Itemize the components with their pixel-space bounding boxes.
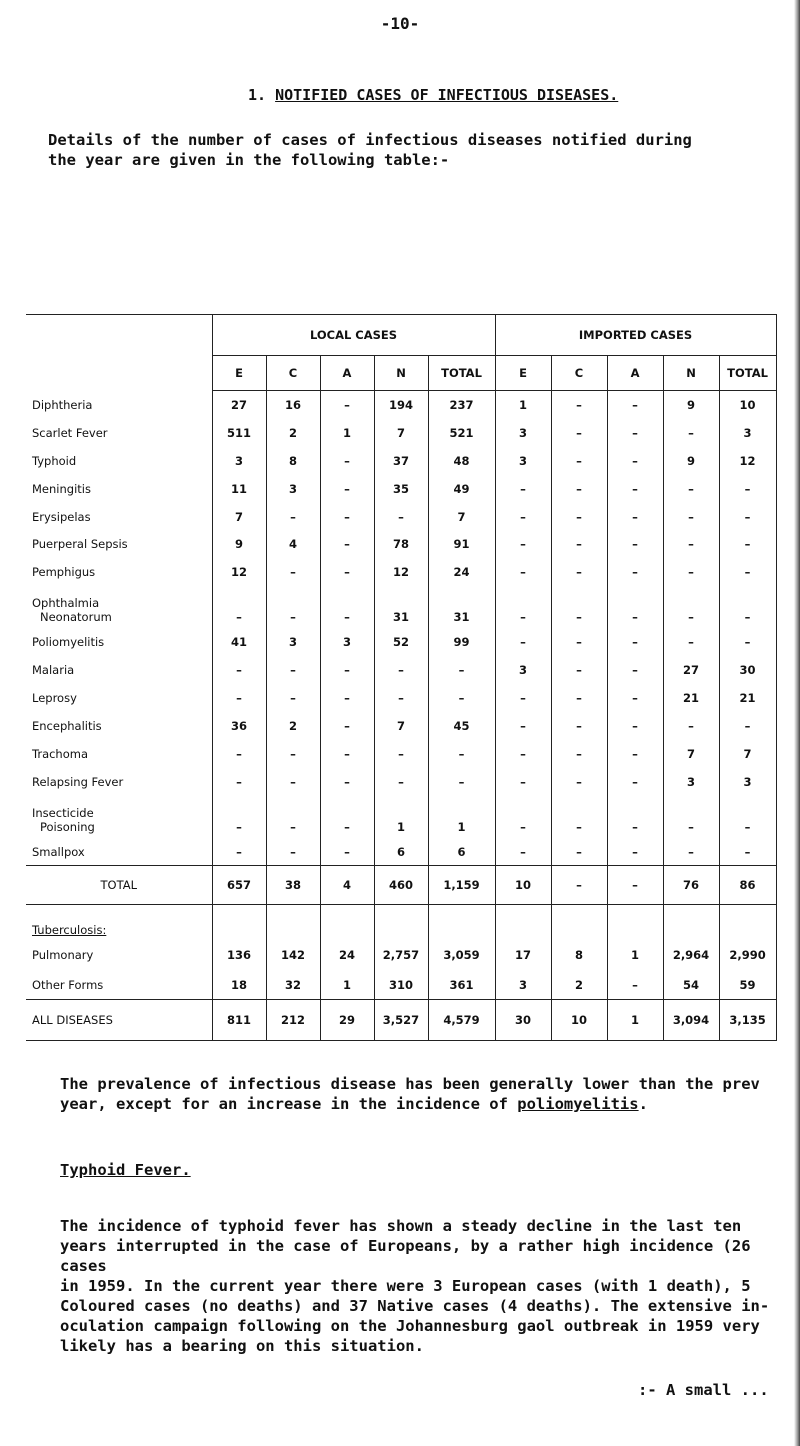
cell: – <box>320 684 374 712</box>
cell: 10 <box>495 866 551 905</box>
cell: – <box>495 768 551 796</box>
section-heading <box>248 86 618 104</box>
cell: 3 <box>495 419 551 447</box>
cell: – <box>551 558 607 586</box>
disease-row <box>26 628 776 656</box>
cell: 9 <box>212 530 266 558</box>
cell: – <box>495 628 551 656</box>
disease-rows <box>26 391 776 866</box>
cell: 1 <box>320 419 374 447</box>
row-label <box>26 796 212 838</box>
cell: 91 <box>428 530 495 558</box>
cell: 1 <box>607 1000 663 1041</box>
cell: – <box>607 656 663 684</box>
cell: 4 <box>320 866 374 905</box>
cell: 54 <box>663 971 719 1000</box>
cell: – <box>551 656 607 684</box>
row-label: Pulmonary <box>26 939 212 971</box>
row-label: TOTAL <box>26 866 212 905</box>
disease-row <box>26 419 776 447</box>
cell: – <box>663 712 719 740</box>
cell: – <box>320 530 374 558</box>
row-label <box>26 586 212 628</box>
cell: 1 <box>320 971 374 1000</box>
cell: – <box>320 447 374 475</box>
col-header: A <box>320 356 374 391</box>
cell: 7 <box>374 419 428 447</box>
row-label: Leprosy <box>26 684 212 712</box>
disease-row <box>26 586 776 628</box>
cell: – <box>495 796 551 838</box>
cell: – <box>551 475 607 503</box>
cell: – <box>551 447 607 475</box>
cell: 3,059 <box>428 939 495 971</box>
cell: – <box>495 684 551 712</box>
cell: 7 <box>212 503 266 531</box>
cell: 194 <box>374 391 428 419</box>
cell: – <box>495 740 551 768</box>
row-label: ALL DISEASES <box>26 1000 212 1041</box>
cell: – <box>719 796 776 838</box>
cell: – <box>266 838 320 866</box>
disease-row <box>26 740 776 768</box>
cell: – <box>607 684 663 712</box>
col-header: E <box>212 356 266 391</box>
cell: – <box>551 768 607 796</box>
disease-row <box>26 712 776 740</box>
cell: 361 <box>428 971 495 1000</box>
cell: 12 <box>212 558 266 586</box>
cell: 460 <box>374 866 428 905</box>
cell: – <box>320 740 374 768</box>
row-label: Erysipelas <box>26 503 212 531</box>
cell: 4,579 <box>428 1000 495 1041</box>
cell: 86 <box>719 866 776 905</box>
cell: – <box>266 503 320 531</box>
cell: – <box>551 391 607 419</box>
cell: 17 <box>495 939 551 971</box>
cell: 21 <box>719 684 776 712</box>
all-diseases-row <box>26 1000 776 1041</box>
cell: – <box>551 530 607 558</box>
col-header: C <box>266 356 320 391</box>
row-label: Meningitis <box>26 475 212 503</box>
cell: 27 <box>663 656 719 684</box>
cell: – <box>495 838 551 866</box>
cell: 49 <box>428 475 495 503</box>
cell: – <box>607 419 663 447</box>
cell: – <box>266 558 320 586</box>
cell: – <box>266 684 320 712</box>
cell: – <box>320 796 374 838</box>
cell: – <box>663 628 719 656</box>
cell: – <box>320 391 374 419</box>
imported-cases-header: IMPORTED CASES <box>495 315 776 356</box>
cell: 237 <box>428 391 495 419</box>
cell: – <box>320 838 374 866</box>
cell: – <box>266 656 320 684</box>
cell: – <box>607 391 663 419</box>
cell: – <box>663 503 719 531</box>
cell: – <box>663 838 719 866</box>
disease-row <box>26 558 776 586</box>
cell: 10 <box>551 1000 607 1041</box>
column-header-row <box>26 356 776 391</box>
cell: 78 <box>374 530 428 558</box>
cell: – <box>320 656 374 684</box>
cell: 16 <box>266 391 320 419</box>
cell: – <box>495 503 551 531</box>
cell: – <box>320 768 374 796</box>
cell: – <box>266 740 320 768</box>
cell: – <box>212 740 266 768</box>
para1-text-a: The prevalence of infectious disease has been generally lower than the prev year, except for an increase in the incidence of <box>60 1075 760 1113</box>
summary-rows <box>26 866 776 1041</box>
infectious-diseases-table <box>26 314 777 1041</box>
cell: 18 <box>212 971 266 1000</box>
cell: – <box>551 866 607 905</box>
cell: – <box>551 712 607 740</box>
cell: – <box>607 558 663 586</box>
row-label-line: Ophthalmia <box>32 596 100 611</box>
cell: – <box>719 503 776 531</box>
cell: – <box>428 740 495 768</box>
cell: 24 <box>428 558 495 586</box>
cell: – <box>607 447 663 475</box>
cell: – <box>266 586 320 628</box>
disease-row <box>26 503 776 531</box>
cell: 29 <box>320 1000 374 1041</box>
tb-pulmonary-row <box>26 939 776 971</box>
cell: 1 <box>428 796 495 838</box>
cell: – <box>495 530 551 558</box>
col-header: E <box>495 356 551 391</box>
disease-row <box>26 530 776 558</box>
cell: – <box>663 475 719 503</box>
cell: 11 <box>212 475 266 503</box>
para1-text-b: . <box>638 1095 648 1113</box>
cell: 2,990 <box>719 939 776 971</box>
cell: – <box>607 768 663 796</box>
cell: – <box>607 740 663 768</box>
col-header: C <box>551 356 607 391</box>
cell: 3 <box>663 768 719 796</box>
col-header: TOTAL <box>428 356 495 391</box>
cell: – <box>495 558 551 586</box>
cell: – <box>607 503 663 531</box>
row-label: Trachoma <box>26 740 212 768</box>
cell: 6 <box>428 838 495 866</box>
tuberculosis-header-row <box>26 905 776 940</box>
total-row <box>26 866 776 905</box>
cell: – <box>551 503 607 531</box>
corner-cell <box>26 315 212 356</box>
cell: – <box>374 503 428 531</box>
cell: 2 <box>266 419 320 447</box>
col-header: N <box>663 356 719 391</box>
cell: 2,757 <box>374 939 428 971</box>
row-label: Scarlet Fever <box>26 419 212 447</box>
disease-row <box>26 447 776 475</box>
cell: 31 <box>428 586 495 628</box>
cell: – <box>266 768 320 796</box>
typhoid-paragraph: The incidence of typhoid fever has shown a steady decline in the last ten years interrupted in the case of Europeans, by a rather high incidence (26 cases in 1959. In the current year there were 3 European cases (with 1 death), 5 Coloured cases (no deaths) and 37 Native cases (4 deaths). The extensive in- oculation campaign following on the Johannesburg gaol outbreak in 1959 very likely has a bearing on this situation. <box>60 1217 770 1355</box>
cell: – <box>719 838 776 866</box>
row-label: Other Forms <box>26 971 212 1000</box>
cell: – <box>495 586 551 628</box>
cell: 7 <box>663 740 719 768</box>
cell: 3 <box>495 656 551 684</box>
cell: 12 <box>374 558 428 586</box>
cell: – <box>719 530 776 558</box>
cell: 24 <box>320 939 374 971</box>
col-header: TOTAL <box>719 356 776 391</box>
cell: 3 <box>495 447 551 475</box>
row-label: Malaria <box>26 656 212 684</box>
row-label: Diphtheria <box>26 391 212 419</box>
cell: – <box>719 712 776 740</box>
cell: – <box>607 866 663 905</box>
cell: 30 <box>719 656 776 684</box>
cell: 37 <box>374 447 428 475</box>
disease-row <box>26 768 776 796</box>
cell: 2,964 <box>663 939 719 971</box>
cell: 9 <box>663 391 719 419</box>
cell: – <box>551 628 607 656</box>
cell: – <box>607 838 663 866</box>
cell: 7 <box>719 740 776 768</box>
cell: 1 <box>607 939 663 971</box>
cell: 6 <box>374 838 428 866</box>
cell: – <box>719 586 776 628</box>
cell: 3,527 <box>374 1000 428 1041</box>
cell: – <box>719 628 776 656</box>
cell: – <box>374 768 428 796</box>
row-label: Puerperal Sepsis <box>26 530 212 558</box>
row-label: Poliomyelitis <box>26 628 212 656</box>
cell: – <box>551 796 607 838</box>
cell: – <box>212 656 266 684</box>
typhoid-heading-text: Typhoid Fever. <box>60 1161 191 1179</box>
cell: – <box>266 796 320 838</box>
disease-row <box>26 656 776 684</box>
disease-row <box>26 391 776 419</box>
cell: – <box>663 530 719 558</box>
col-header: N <box>374 356 428 391</box>
cell: – <box>607 971 663 1000</box>
heading-title: NOTIFIED CASES OF INFECTIOUS DISEASES. <box>275 86 619 104</box>
row-label-line: Insecticide <box>32 805 94 820</box>
cell: – <box>551 740 607 768</box>
cell: – <box>719 558 776 586</box>
cell: 45 <box>428 712 495 740</box>
cell: – <box>428 768 495 796</box>
cell: – <box>607 586 663 628</box>
cell: 27 <box>212 391 266 419</box>
cell: 3 <box>320 628 374 656</box>
para1-link-word: poliomyelitis <box>517 1095 639 1113</box>
cell: – <box>320 558 374 586</box>
cell: – <box>607 475 663 503</box>
col-header: A <box>607 356 663 391</box>
cell: – <box>374 684 428 712</box>
cell: 32 <box>266 971 320 1000</box>
cell: – <box>495 475 551 503</box>
cell: 3,094 <box>663 1000 719 1041</box>
row-label: Encephalitis <box>26 712 212 740</box>
cell: – <box>663 558 719 586</box>
continuation-note: :- A small ... <box>638 1381 769 1399</box>
row-label: Smallpox <box>26 838 212 866</box>
cell: 38 <box>266 866 320 905</box>
row-label: Pemphigus <box>26 558 212 586</box>
cell: 2 <box>266 712 320 740</box>
group-header-row <box>26 315 776 356</box>
row-label-line: Poisoning <box>40 819 95 834</box>
heading-number: 1. <box>248 86 267 104</box>
cell: 31 <box>374 586 428 628</box>
cell: 657 <box>212 866 266 905</box>
cell: 142 <box>266 939 320 971</box>
cell: – <box>320 712 374 740</box>
cell: – <box>551 838 607 866</box>
cell: 76 <box>663 866 719 905</box>
cell: 3 <box>266 628 320 656</box>
cell: – <box>212 838 266 866</box>
cell: 521 <box>428 419 495 447</box>
cell: 1 <box>374 796 428 838</box>
row-label: Relapsing Fever <box>26 768 212 796</box>
cell: – <box>428 656 495 684</box>
cell: – <box>607 628 663 656</box>
typhoid-heading <box>60 1160 795 1180</box>
prevalence-paragraph <box>60 1074 795 1114</box>
cell: 21 <box>663 684 719 712</box>
cell: 7 <box>428 503 495 531</box>
cell: 2 <box>551 971 607 1000</box>
cell: – <box>607 796 663 838</box>
cell: 99 <box>428 628 495 656</box>
cell: 52 <box>374 628 428 656</box>
cell: – <box>212 586 266 628</box>
cell: – <box>320 475 374 503</box>
cell: 8 <box>551 939 607 971</box>
disease-row <box>26 838 776 866</box>
cell: 10 <box>719 391 776 419</box>
cell: 3 <box>719 419 776 447</box>
cell: – <box>374 740 428 768</box>
cell: – <box>663 796 719 838</box>
cell: 511 <box>212 419 266 447</box>
cell: 12 <box>719 447 776 475</box>
cell: 48 <box>428 447 495 475</box>
cell: 3 <box>719 768 776 796</box>
cell: – <box>607 530 663 558</box>
cell: – <box>374 656 428 684</box>
cell: – <box>320 586 374 628</box>
cell: 1,159 <box>428 866 495 905</box>
cell: – <box>607 712 663 740</box>
cell: – <box>212 768 266 796</box>
cell: 4 <box>266 530 320 558</box>
cell: 8 <box>266 447 320 475</box>
cell: 136 <box>212 939 266 971</box>
cell: – <box>495 712 551 740</box>
cell: – <box>320 503 374 531</box>
cell: 1 <box>495 391 551 419</box>
disease-row <box>26 475 776 503</box>
cell: 3 <box>495 971 551 1000</box>
cell: 811 <box>212 1000 266 1041</box>
cell: – <box>212 796 266 838</box>
cell: 36 <box>212 712 266 740</box>
cell: 59 <box>719 971 776 1000</box>
cell: – <box>551 684 607 712</box>
cell: 41 <box>212 628 266 656</box>
cell: – <box>551 586 607 628</box>
local-cases-header: LOCAL CASES <box>212 315 495 356</box>
intro-paragraph: Details of the number of cases of infectious diseases notified during the year are given in the following table:- <box>48 131 692 169</box>
label-column-header <box>26 356 212 391</box>
cell: 3 <box>266 475 320 503</box>
page-number: -10- <box>380 14 420 33</box>
cell: – <box>551 419 607 447</box>
disease-row <box>26 684 776 712</box>
cell: 3,135 <box>719 1000 776 1041</box>
cell: – <box>663 419 719 447</box>
tb-other-forms-row <box>26 971 776 1000</box>
row-label: Typhoid <box>26 447 212 475</box>
cell: 9 <box>663 447 719 475</box>
cell: – <box>719 475 776 503</box>
cell: 310 <box>374 971 428 1000</box>
cell: – <box>428 684 495 712</box>
cell: 7 <box>374 712 428 740</box>
row-label-line: Neonatorum <box>40 610 112 625</box>
tuberculosis-label: Tuberculosis: <box>26 905 212 940</box>
cell: 30 <box>495 1000 551 1041</box>
cell: 3 <box>212 447 266 475</box>
cell: 212 <box>266 1000 320 1041</box>
disease-row <box>26 796 776 838</box>
cell: – <box>663 586 719 628</box>
cell: – <box>212 684 266 712</box>
cell: 35 <box>374 475 428 503</box>
